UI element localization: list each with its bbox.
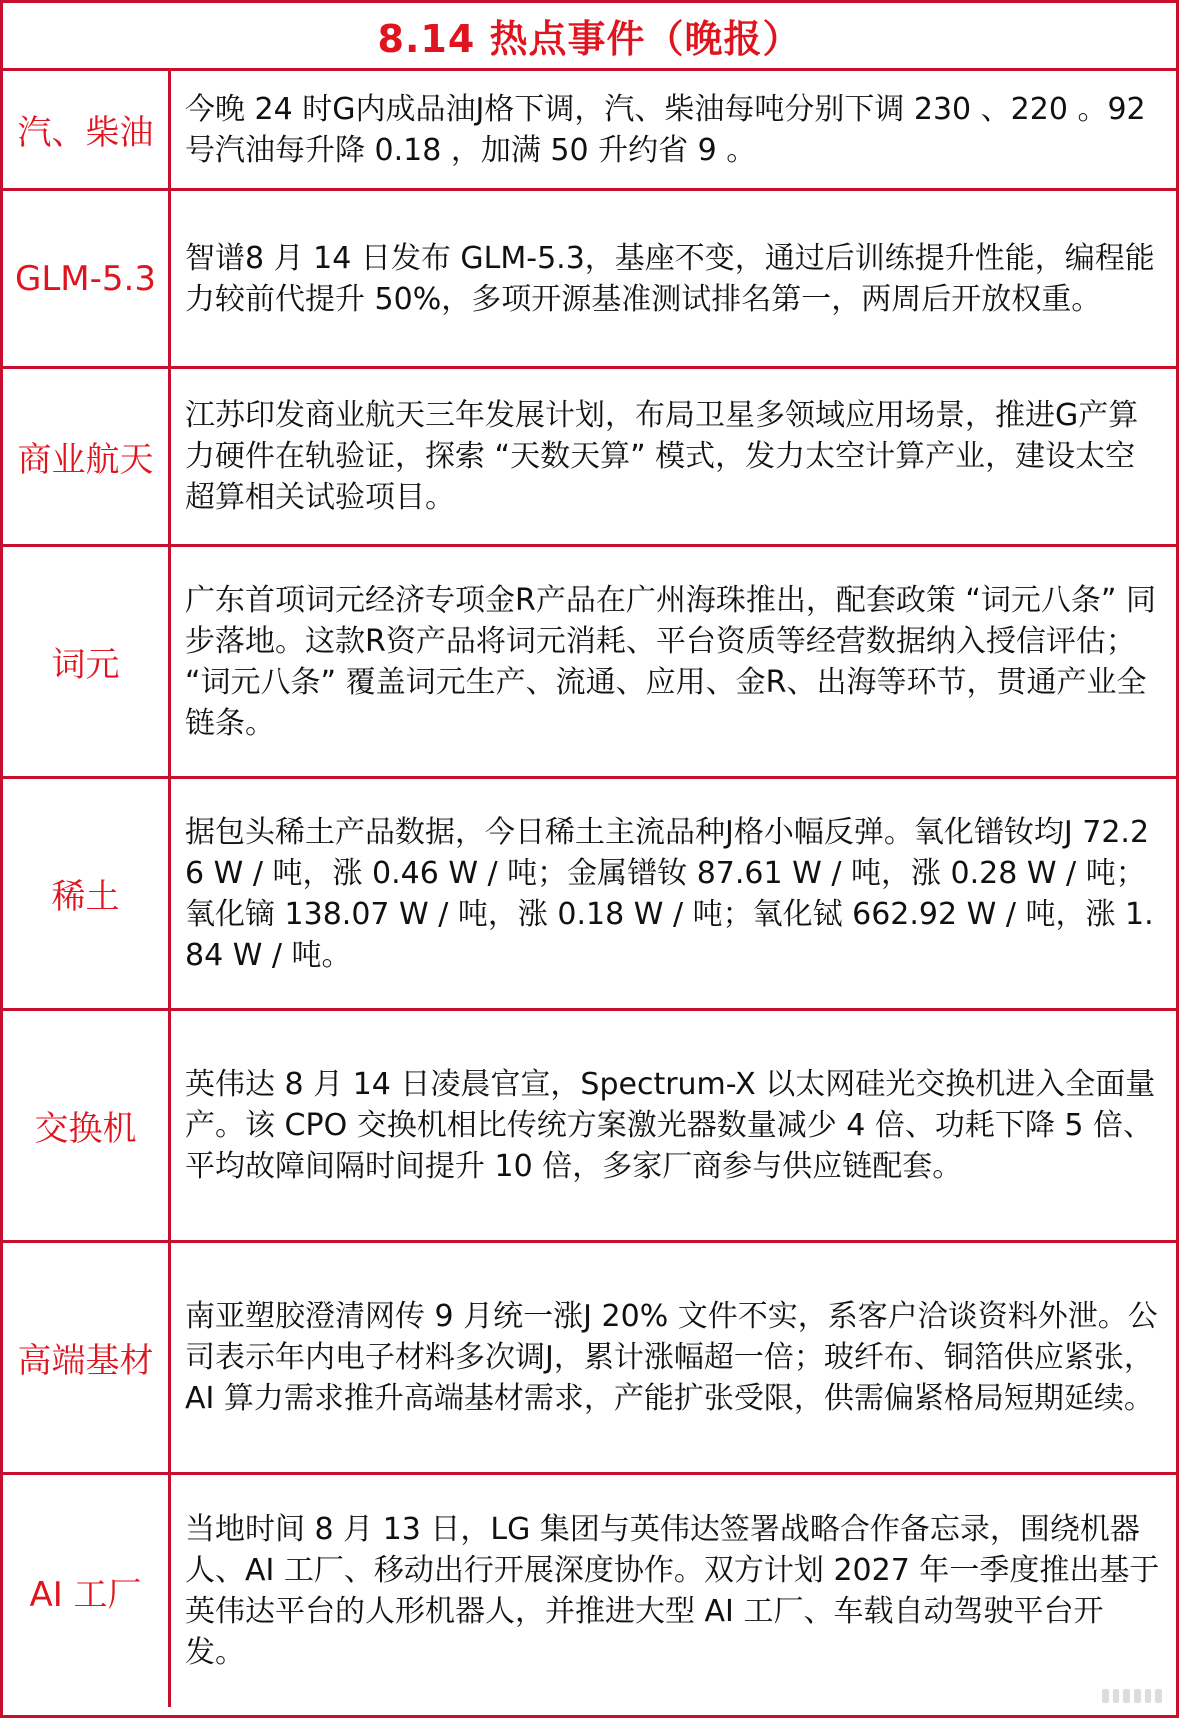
category-cell-substrate: 高端基材	[3, 1243, 171, 1475]
news-cell-ai-factory: 当地时间 8 月 13 日，LG 集团与英伟达签署战略合作备忘录，围绕机器人、AI 工厂、移动出行开展深度协作。双方计划 2027 年一季度推出基于英伟达平台的人形机器人，并推进大型 AI 工厂、车载自动驾驶平台开发。	[185, 1512, 1160, 1670]
category-cell-rare-earth: 稀土	[3, 779, 171, 1011]
news-cell-glm: 智谱8 月 14 日发布 GLM-5.3，基座不变，通过后训练提升性能，编程能力较前代提升 50%，多项开源基准测试排名第一，两周后开放权重。	[171, 191, 1176, 369]
page-title: 8.14 热点事件（晚报）	[377, 17, 802, 61]
news-cell-switch: 英伟达 8 月 14 日凌晨官宣，Spectrum-X 以太网硅光交换机进入全面量产。该 CPO 交换机相比传统方案激光器数量减少 4 倍、功耗下降 5 倍、平均故障间隔时间提升 10 倍，多家厂商参与供应链配套。	[171, 1011, 1176, 1243]
category-cell-fuel: 汽、柴油	[3, 71, 171, 191]
category-cell-token: 词元	[3, 547, 171, 779]
category-cell-ai-factory: AI 工厂	[3, 1475, 171, 1707]
news-cell-space: 江苏印发商业航天三年发展计划，布局卫星多领域应用场景，推进G产算力硬件在轨验证，探索 “天数天算” 模式，发力太空计算产业，建设太空超算相关试验项目。	[171, 369, 1176, 547]
news-cell-token: 广东首项词元经济专项金R产品在广州海珠推出，配套政策 “词元八条” 同步落地。这款R资产品将词元消耗、平台资质等经营数据纳入授信评估； “词元八条” 覆盖词元生产、流通、应用、金R、出海等环节，贯通产业全链条。	[171, 547, 1176, 779]
news-grid	[3, 71, 1176, 1707]
news-cell-fuel: 今晚 24 时G内成品油J格下调，汽、柴油每吨分别下调 230 、220 。92 号汽油每升降 0.18 ，加满 50 升约省 9 。	[171, 71, 1176, 191]
category-cell-space: 商业航天	[3, 369, 171, 547]
category-cell-glm: GLM-5.3	[3, 191, 171, 369]
category-cell-switch: 交换机	[3, 1011, 171, 1243]
news-cell-substrate: 南亚塑胶澄清网传 9 月统一涨J 20% 文件不实，系客户洽谈资料外泄。公司表示年内电子材料多次调J，累计涨幅超一倍；玻纤布、铜箔供应紧张，AI 算力需求推升高端基材需求，产能扩张受限，供需偏紧格局短期延续。	[171, 1243, 1176, 1475]
watermark-mark	[1102, 1689, 1162, 1703]
title-row	[3, 3, 1176, 71]
news-cell-rare-earth: 据包头稀土产品数据，今日稀土主流品种J格小幅反弹。氧化镨钕均J 72.26 W / 吨，涨 0.46 W / 吨；金属镨钕 87.61 W / 吨，涨 0.28 W / 吨；氧化镝 138.07 W / 吨，涨 0.18 W / 吨；氧化铽 662.92 W / 吨，涨 1.84 W / 吨。	[171, 779, 1176, 1011]
